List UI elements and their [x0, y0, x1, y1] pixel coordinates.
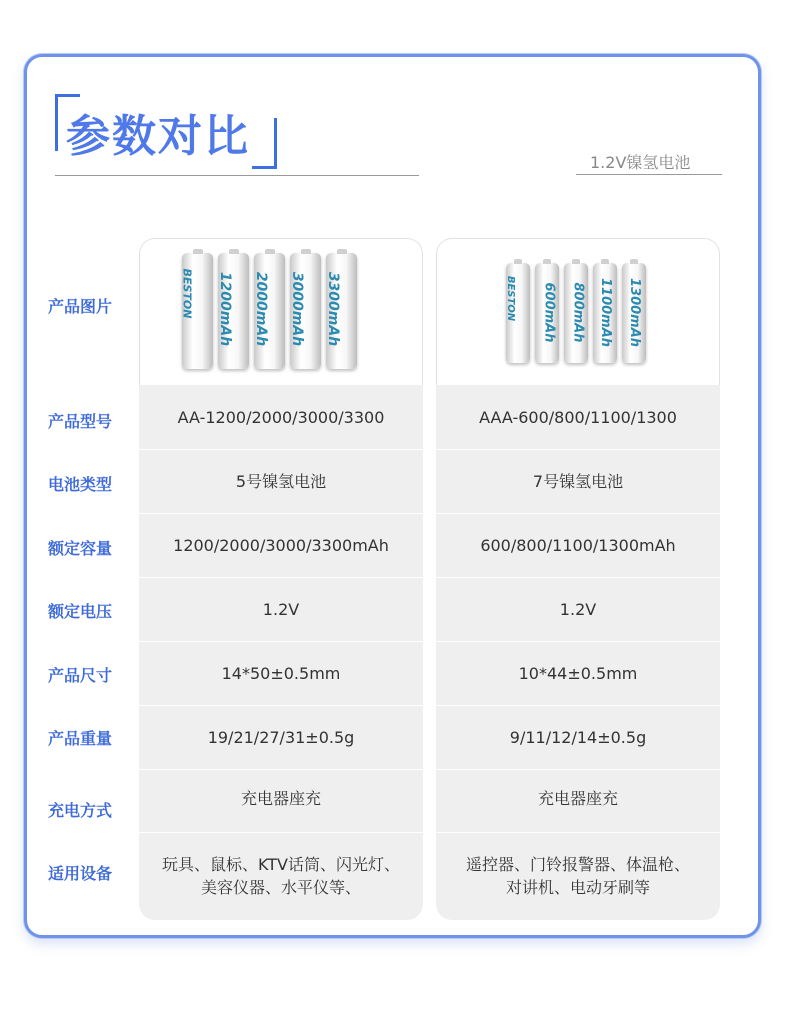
label-capacity: 额定容量 [48, 539, 113, 558]
devices-line-1: 玩具、鼠标、KTV话筒、闪光灯、 [162, 855, 400, 874]
product-image-aa [139, 238, 423, 385]
battery-aa-4 [290, 253, 321, 369]
battery-aa-3 [254, 253, 285, 369]
cell-devices-aaa [436, 832, 720, 920]
cell-capacity-aaa: 600/800/1100/1300mAh [480, 535, 676, 555]
battery-aa-5 [326, 253, 357, 369]
devices-line-2: 美容仪器、水平仪等、 [200, 878, 361, 897]
battery-capacity-label: 600mAh [541, 282, 557, 343]
battery-aaa-3 [564, 263, 588, 363]
cell-capacity-aa: 1200/2000/3000/3300mAh [173, 535, 389, 555]
cell-devices-aa [139, 832, 423, 920]
cell-model-aaa: AAA-600/800/1100/1300 [479, 407, 677, 427]
cell-type-aaa: 7号镍氢电池 [532, 471, 624, 491]
cell-type-aa: 5号镍氢电池 [235, 471, 327, 491]
battery-aaa-5 [622, 263, 646, 363]
cell-charging-aaa: 充电器座充 [537, 788, 618, 808]
cell-model-aa: AA-1200/2000/3000/3300 [177, 407, 385, 427]
cell-size-aa: 14*50±0.5mm [221, 663, 341, 683]
battery-group-aaa [506, 263, 646, 363]
battery-capacity-label: 1200mAh [217, 271, 234, 347]
battery-capacity-label: 800mAh [570, 282, 586, 343]
cell-voltage-aaa: 1.2V [559, 599, 597, 619]
battery-capacity-label: 2000mAh [253, 271, 270, 347]
cell-weight-aaa: 9/11/12/14±0.5g [509, 727, 647, 747]
devices-line-2: 对讲机、电动牙刷等 [505, 878, 650, 897]
label-battery-type: 电池类型 [48, 475, 113, 494]
battery-capacity-label: 3300mAh [325, 271, 342, 347]
battery-aaa-4 [593, 263, 617, 363]
label-devices: 适用设备 [48, 864, 113, 883]
product-image-aaa [436, 238, 720, 385]
battery-aaa-1 [506, 263, 530, 363]
product-column-aa [139, 238, 423, 920]
battery-capacity-label: 1100mAh [598, 277, 614, 348]
label-weight: 产品重量 [48, 729, 113, 748]
battery-brand-label: BESTON [505, 275, 517, 322]
title-bracket-right [252, 118, 277, 169]
battery-capacity-label: 1300mAh [627, 277, 643, 348]
product-column-aaa [436, 238, 720, 920]
subtitle-underline [576, 174, 722, 175]
label-product-image: 产品图片 [48, 297, 113, 316]
battery-group-aa [182, 253, 357, 369]
cell-weight-aa: 19/21/27/31±0.5g [207, 727, 355, 747]
cell-voltage-aa: 1.2V [262, 599, 300, 619]
cell-size-aaa: 10*44±0.5mm [518, 663, 638, 683]
title-underline [55, 175, 419, 176]
battery-capacity-label: 3000mAh [289, 271, 306, 347]
battery-brand-label: BESTON [180, 268, 194, 319]
battery-aaa-2 [535, 263, 559, 363]
devices-line-1: 遥控器、门铃报警器、体温枪、 [465, 855, 690, 874]
battery-aa-1 [182, 253, 213, 369]
label-size: 产品尺寸 [48, 666, 113, 685]
page-subtitle: 1.2V镍氢电池 [590, 153, 691, 172]
label-charging: 充电方式 [48, 801, 113, 820]
battery-aa-2 [218, 253, 249, 369]
label-voltage: 额定电压 [48, 602, 113, 621]
page-title: 参数对比 [66, 111, 250, 162]
label-model: 产品型号 [48, 412, 113, 431]
cell-charging-aa: 充电器座充 [240, 788, 321, 808]
